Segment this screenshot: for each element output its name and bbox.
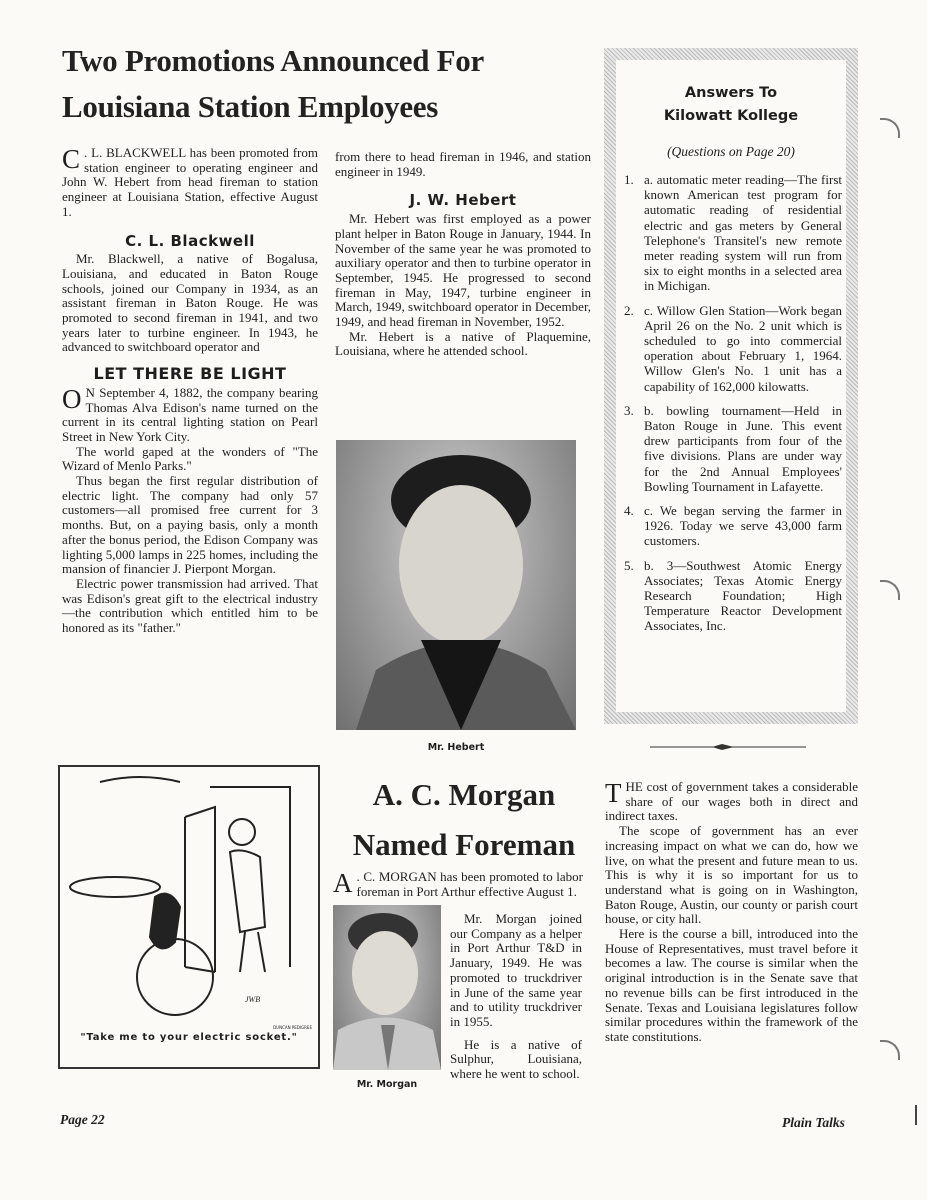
government-article bbox=[605, 780, 858, 1045]
left-column bbox=[62, 146, 318, 636]
morgan-title-line-2: Named Foreman bbox=[352, 827, 576, 862]
drop-cap: O bbox=[62, 383, 82, 414]
cartoon-illustration bbox=[60, 767, 318, 1017]
light-text: N September 4, 1882, the company bearing Thomas Alva Edison's name turned on the current in its central lighting station on Pearl Street in New York City. bbox=[62, 384, 318, 444]
answers-title bbox=[620, 82, 842, 128]
morgan-title-line-1: A. C. Morgan bbox=[372, 777, 556, 812]
answer-number: 2. bbox=[624, 302, 634, 318]
intro-text: . L. BLACKWELL has been promoted from station engineer to operating engineer and John W. Hebert from head fireman to station engineer at Louisiana Station, effective August 1. bbox=[62, 145, 318, 219]
answer-item bbox=[620, 558, 842, 634]
answer-number: 5. bbox=[624, 557, 634, 573]
answer-item bbox=[620, 403, 842, 494]
answers-title-line-2: Kilowatt Kollege bbox=[663, 108, 799, 124]
answer-list bbox=[620, 172, 842, 634]
government-paragraph-1 bbox=[605, 780, 858, 824]
answer-number: 3. bbox=[624, 402, 634, 418]
morgan-title bbox=[333, 770, 595, 870]
page-number: Page 22 bbox=[60, 1112, 105, 1127]
answer-number: 1. bbox=[624, 172, 634, 187]
morgan-photo bbox=[333, 905, 441, 1070]
cartoon-frame bbox=[58, 765, 320, 1069]
intro-paragraph bbox=[62, 146, 318, 220]
artist-signature: JWB bbox=[245, 995, 261, 1004]
punch-hole-mark bbox=[880, 1040, 900, 1060]
government-text: HE cost of government takes a considerable share of our wages both in direct and indirect taxes. bbox=[605, 779, 858, 824]
morgan-article bbox=[333, 870, 583, 899]
morgan-paragraph-2: He is a native of Sulphur, Louisiana, where he went to school. bbox=[450, 1036, 582, 1082]
drop-cap: A bbox=[333, 868, 353, 898]
blackwell-continued: from there to head fireman in 1946, and station engineer in 1949. bbox=[335, 149, 591, 179]
punch-hole-mark bbox=[880, 580, 900, 600]
punch-hole-mark bbox=[880, 118, 900, 138]
cartoon-artist-credit: DUNCAN PEDIGREE bbox=[273, 1025, 312, 1030]
edge-mark bbox=[915, 1105, 917, 1125]
answer-item bbox=[620, 172, 842, 294]
answer-item bbox=[620, 303, 842, 394]
blackwell-heading: C. L. Blackwell bbox=[125, 231, 255, 250]
answer-text: b. 3—Southwest Atomic Energy Associates; Texas Atomic Energy Research Foundation; High Temperature Reactor Development Associates, Inc. bbox=[644, 557, 842, 634]
hebert-heading: J. W. Hebert bbox=[409, 191, 517, 210]
portrait-image bbox=[333, 905, 441, 1070]
hebert-caption: Mr. Hebert bbox=[427, 742, 485, 753]
light-paragraph-1 bbox=[62, 383, 318, 445]
cartoon-caption: "Take me to your electric socket." bbox=[80, 1032, 298, 1043]
answers-title-line-1: Answers To bbox=[684, 85, 778, 101]
article-title bbox=[62, 38, 484, 130]
hebert-paragraph-1: Mr. Hebert was first employed as a power plant helper in Baton Rouge in January, 1944. In November of the same year he was promoted to auxiliary operator and then to turbine operator in September, 1945. He progressed to second fireman in May, 1947, turbine engineer in March, 1949, switchboard operator in December, 1949, and head fireman in November, 1952. bbox=[335, 211, 591, 330]
publication-name: Plain Talks bbox=[782, 1115, 845, 1130]
answer-text: c. We began serving the farmer in 1926. Today we serve 43,000 farm customers. bbox=[644, 503, 842, 549]
hebert-paragraph-2: Mr. Hebert is a native of Plaquemine, Louisiana, where he attended school. bbox=[335, 328, 591, 359]
ornament-divider bbox=[650, 742, 806, 752]
hebert-photo bbox=[336, 440, 576, 730]
middle-column bbox=[335, 150, 591, 359]
morgan-caption: Mr. Morgan bbox=[356, 1079, 418, 1090]
light-paragraph-3: Thus began the first regular distribution of electric light. The company had only 57 customers—all promised free current for 3 months. But, on a paying basis, only a month after the bonus period, the Edison Company was lighting 5,000 lamps in 225 homes, including the mansion of financier J. Pierpont Morgan. bbox=[62, 473, 318, 577]
answer-number: 4. bbox=[624, 503, 634, 519]
light-paragraph-2: The world gaped at the wonders of "The Wizard of Menlo Parks." bbox=[62, 443, 318, 474]
answer-item bbox=[620, 503, 842, 549]
morgan-intro bbox=[333, 870, 583, 899]
drop-cap: T bbox=[605, 778, 622, 808]
answer-text: a. automatic meter reading—The first known American test program for automatic reading of residential electric and gas meters by General Telephone's Transitel's new remote meter reading system will run from six to eight months in a selected area in Michigan. bbox=[644, 172, 842, 294]
light-heading: LET THERE BE LIGHT bbox=[93, 364, 287, 384]
morgan-paragraph-1: Mr. Morgan joined our Company as a helper in Port Arthur T&D in January, 1949. He was promoted to truckdriver in June of the same year and to utility truckdriver in 1955. bbox=[450, 911, 582, 1029]
blackwell-paragraph: Mr. Blackwell, a native of Bogalusa, Louisiana, and educated in Baton Rouge schools, joined our Company in 1934, as an assistant fireman in Baton Rouge. He was promoted to second fireman in 1941, and two years later to turbine engineer. In 1943, he advanced to switchboard operator and bbox=[62, 251, 318, 355]
portrait-image bbox=[336, 440, 576, 730]
answers-box bbox=[604, 48, 858, 724]
answer-text: c. Willow Glen Station—Work began April 26 on the No. 2 unit which is scheduled to go into commercial operation about February 1, 1964. Willow Glen's No. 1 unit has a capability of 162,000 kilowatts. bbox=[644, 302, 842, 394]
government-paragraph-2: The scope of government has an ever increasing impact on what we can do, how we live, on what the present and future mean to us. This is why it is so important for us to understand what is going on in Washington, Baton Rouge, Austin, our county or parish court house, or city hall. bbox=[605, 823, 858, 927]
morgan-intro-text: . C. MORGAN has been promoted to labor foreman in Port Arthur effective August 1. bbox=[356, 869, 583, 899]
answers-subtitle: (Questions on Page 20) bbox=[667, 144, 795, 159]
light-paragraph-4: Electric power transmission had arrived. That was Edison's great gift to the electrical industry—the contribution which entitled him to be honored as its "father." bbox=[62, 575, 318, 636]
government-paragraph-3: Here is the course a bill, introduced into the House of Representatives, must travel before it becomes a law. The course is similar when the original introduction is in the Senate save that no revenue bills can be first introduced in the Senate. Texas and Louisiana legislatures follow similar procedures within the framework of the state constitutions. bbox=[605, 926, 858, 1044]
title-line-1: Two Promotions Announced For bbox=[62, 43, 484, 78]
title-line-2: Louisiana Station Employees bbox=[62, 89, 439, 124]
morgan-body bbox=[450, 912, 582, 1082]
drop-cap: C bbox=[62, 144, 81, 174]
answer-text: b. bowling tournament—Held in Baton Rouge in June. This event drew participants from four of the five divisions. Plans are under way for the 2nd Annual Employees' Bowling Tournament in Lafayette. bbox=[644, 402, 842, 494]
